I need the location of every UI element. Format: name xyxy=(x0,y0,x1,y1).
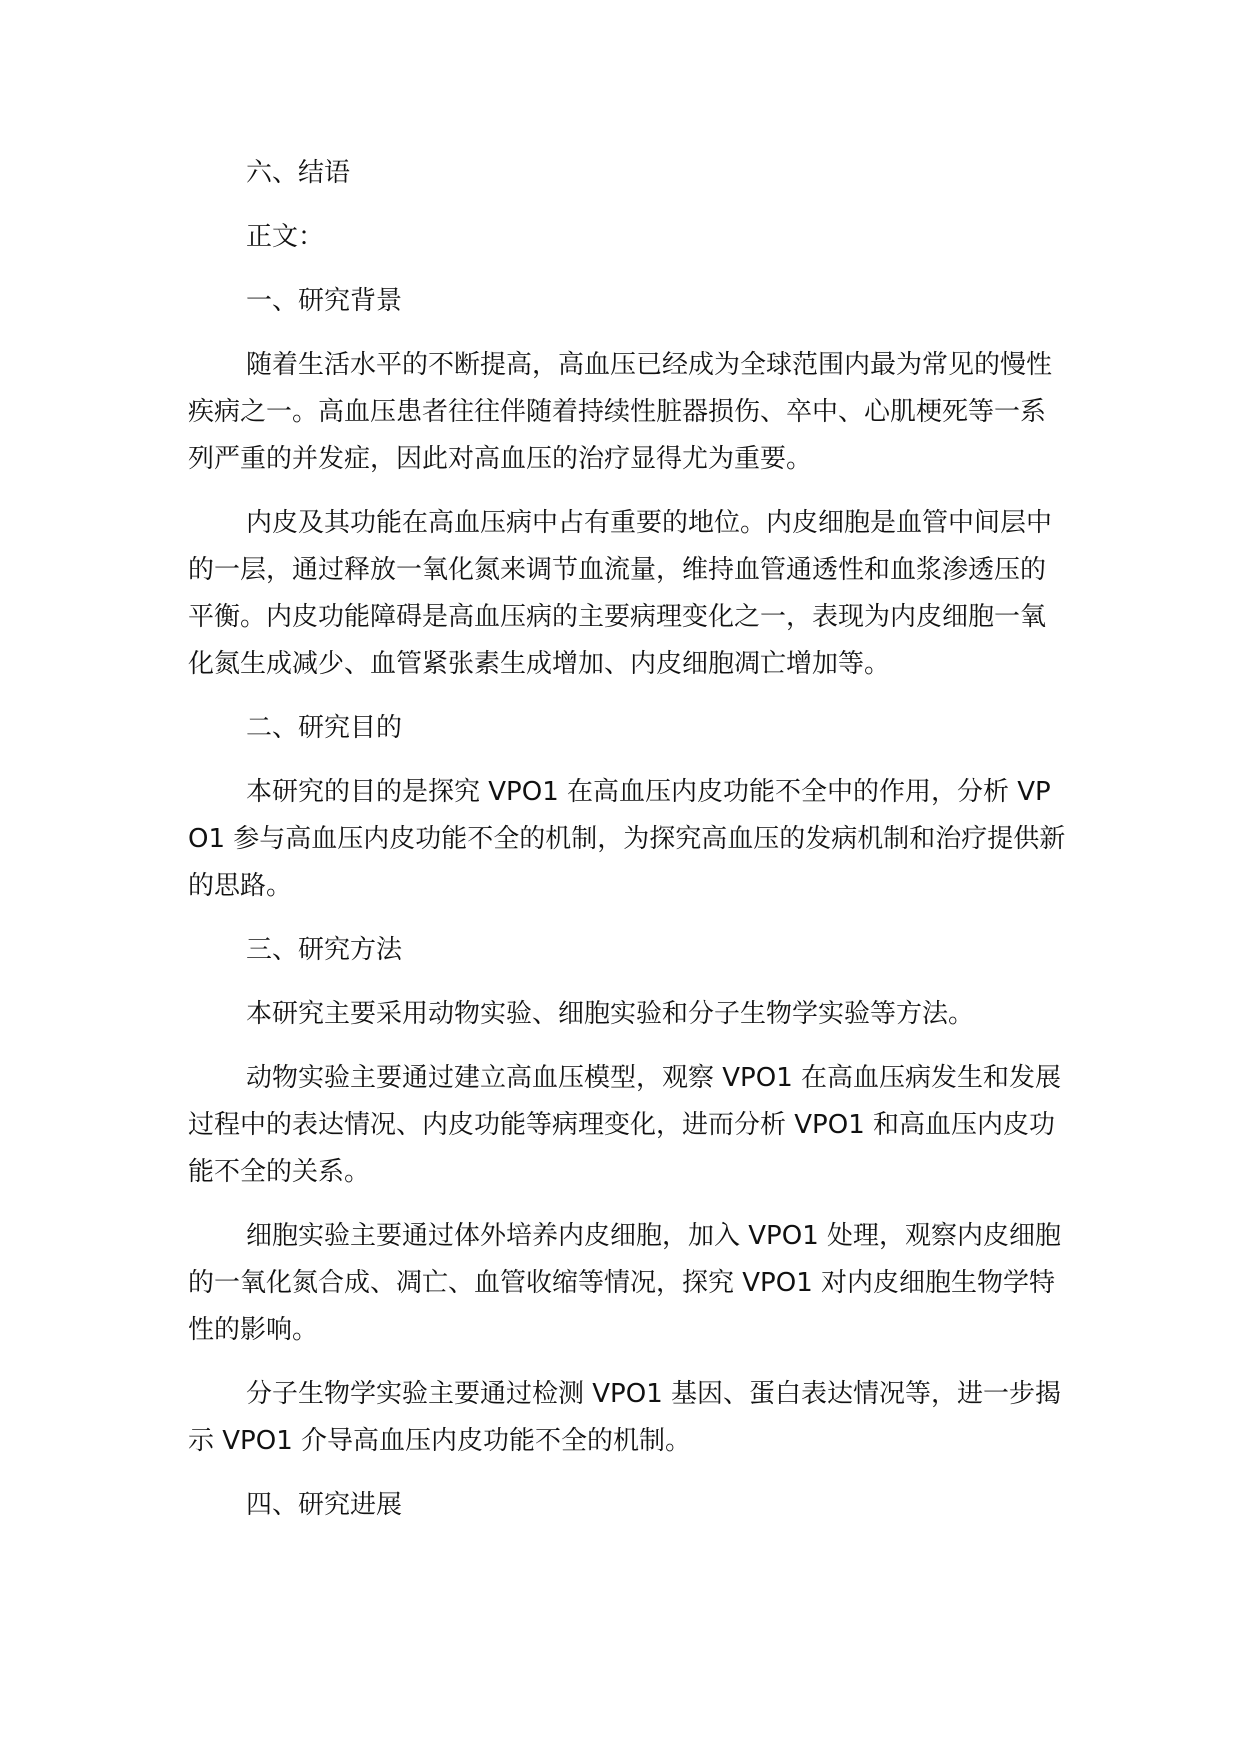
paragraph-methods-2: 动物实验主要通过建立高血压模型，观察 VPO1 在高血压病发生和发展过程中的表达情况、内皮功能等病理变化，进而分析 VPO1 和高血压内皮功能不全的关系。 xyxy=(188,1063,1062,1187)
heading-progress: 四、研究进展 xyxy=(246,1490,403,1520)
heading-methods: 三、研究方法 xyxy=(246,935,403,965)
paragraph-methods-1: 本研究主要采用动物实验、细胞实验和分子生物学实验等方法。 xyxy=(246,999,975,1029)
paragraph-purpose-1: 本研究的目的是探究 VPO1 在高血压内皮功能不全中的作用，分析 VPO1 参与高血压内皮功能不全的机制，为探究高血压的发病机制和治疗提供新的思路。 xyxy=(188,777,1066,901)
paragraph-background-1: 随着生活水平的不断提高，高血压已经成为全球范围内最为常见的慢性疾病之一。高血压患者往往伴随着持续性脏器损伤、卒中、心肌梗死等一系列严重的并发症，因此对高血压的治疗显得尤为重要。 xyxy=(188,350,1053,474)
document-body xyxy=(188,150,1068,1546)
paragraph-methods-4: 分子生物学实验主要通过检测 VPO1 基因、蛋白表达情况等，进一步揭示 VPO1 介导高血压内皮功能不全的机制。 xyxy=(188,1379,1062,1456)
paragraph-methods-3: 细胞实验主要通过体外培养内皮细胞，加入 VPO1 处理，观察内皮细胞的一氧化氮合成、凋亡、血管收缩等情况，探究 VPO1 对内皮细胞生物学特性的影响。 xyxy=(188,1221,1062,1345)
heading-background: 一、研究背景 xyxy=(246,286,403,316)
heading-purpose: 二、研究目的 xyxy=(246,713,403,743)
heading-conclusion: 六、结语 xyxy=(246,158,351,188)
paragraph-background-2: 内皮及其功能在高血压病中占有重要的地位。内皮细胞是血管中间层中的一层，通过释放一氧化氮来调节血流量，维持血管通透性和血浆渗透压的平衡。内皮功能障碍是高血压病的主要病理变化之一，表现为内皮细胞一氧化氮生成减少、血管紧张素生成增加、内皮细胞凋亡增加等。 xyxy=(188,508,1053,679)
body-label: 正文： xyxy=(246,222,325,252)
